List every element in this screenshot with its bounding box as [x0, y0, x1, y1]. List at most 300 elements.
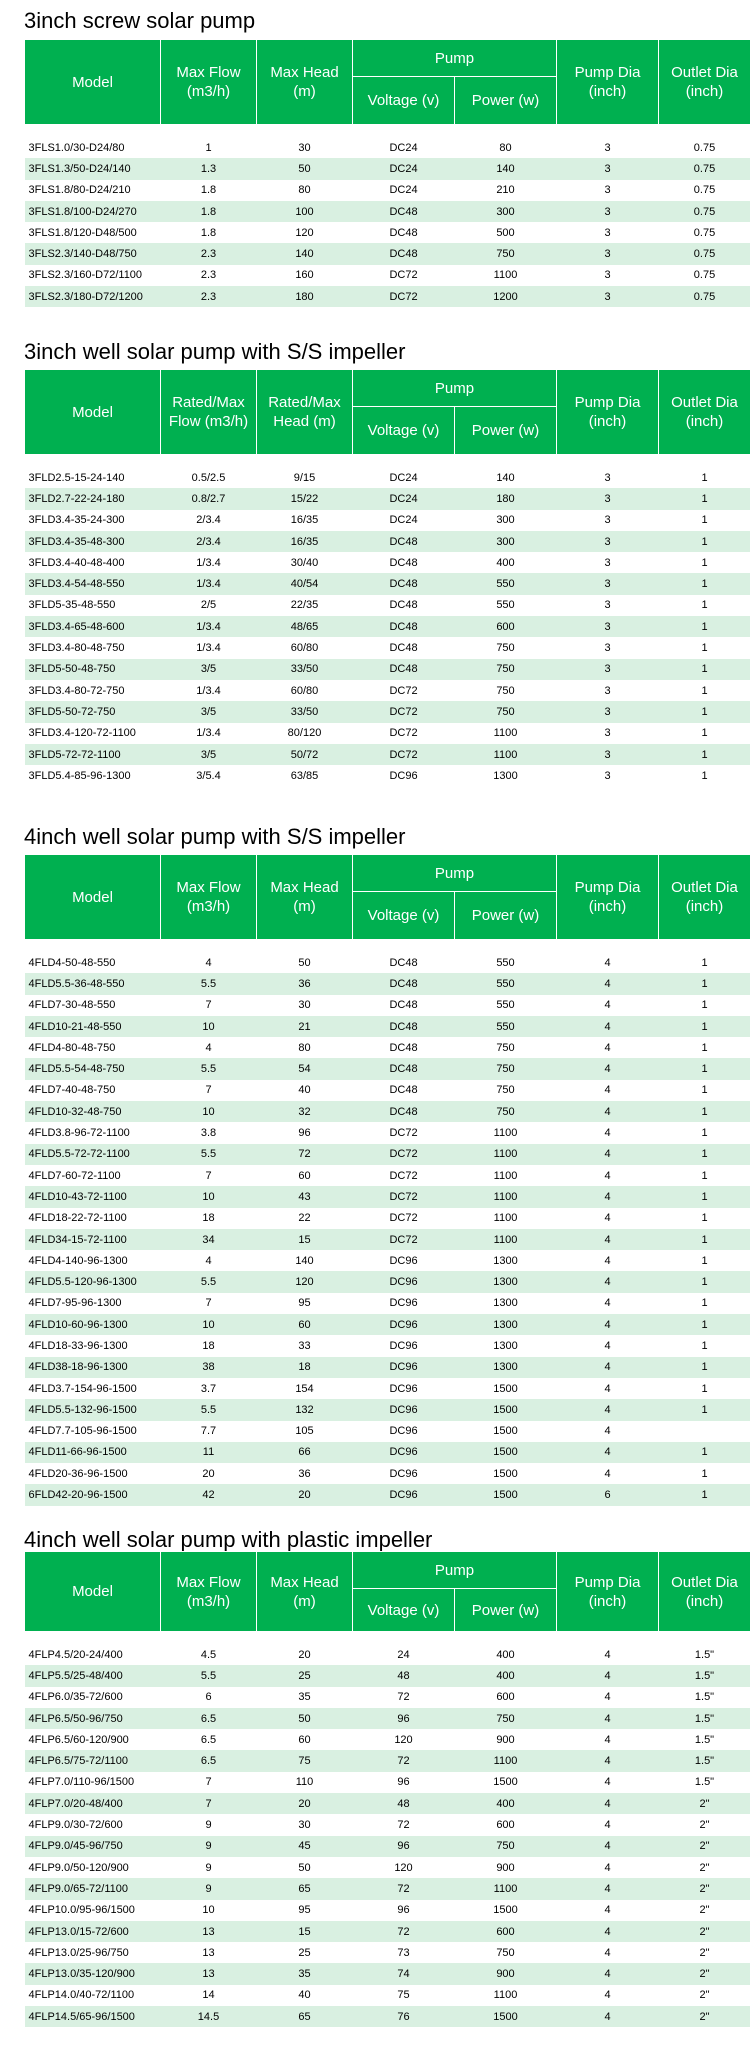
cell-head: 65: [257, 1878, 353, 1899]
cell-pump-dia: 4: [557, 1271, 659, 1292]
cell-head: 105: [257, 1421, 353, 1442]
section-title: 4inch well solar pump with plastic impeller: [24, 1527, 433, 1552]
cell-power: 750: [455, 701, 557, 722]
table-row: [25, 1080, 750, 1101]
spacer-cell: [25, 1632, 750, 1645]
cell-model: 4FLP10.0/95-96/1500: [25, 1900, 161, 1921]
cell-voltage: 72: [353, 1878, 455, 1899]
cell-flow: 10: [161, 1186, 257, 1207]
cell-power: 600: [455, 616, 557, 637]
cell-model: 3FLD3.4-35-48-300: [25, 531, 161, 552]
header-outlet-dia: Outlet Dia (inch): [659, 855, 750, 940]
table-row: [25, 1665, 750, 1686]
cell-pump-dia: 3: [557, 137, 659, 158]
table-row: [25, 1144, 750, 1165]
table-row: [25, 552, 750, 573]
cell-head: 35: [257, 1687, 353, 1708]
cell-head: 16/35: [257, 510, 353, 531]
cell-model: 3FLD3.4-80-72-750: [25, 680, 161, 701]
cell-flow: 9: [161, 1836, 257, 1857]
cell-voltage: 72: [353, 1750, 455, 1771]
cell-head: 20: [257, 1484, 353, 1505]
table-row: [25, 995, 750, 1016]
cell-head: 54: [257, 1058, 353, 1079]
cell-model: 3FLS1.8/100-D24/270: [25, 201, 161, 222]
cell-model: 4FLP6.5/50-96/750: [25, 1708, 161, 1729]
cell-flow: 1/3.4: [161, 552, 257, 573]
cell-power: 300: [455, 531, 557, 552]
cell-outlet-dia: 1: [659, 723, 750, 744]
cell-voltage: DC72: [353, 286, 455, 307]
table-row: [25, 1836, 750, 1857]
table-row: [25, 1421, 750, 1442]
cell-voltage: DC48: [353, 1080, 455, 1101]
cell-voltage: DC48: [353, 531, 455, 552]
cell-outlet-dia: 1: [659, 637, 750, 658]
cell-head: 96: [257, 1122, 353, 1143]
header-pump-dia: Pump Dia (inch): [557, 370, 659, 455]
cell-flow: 4: [161, 1250, 257, 1271]
cell-voltage: 48: [353, 1793, 455, 1814]
cell-pump-dia: 4: [557, 1708, 659, 1729]
cell-outlet-dia: 1: [659, 995, 750, 1016]
cell-model: 4FLD5.5-120-96-1300: [25, 1271, 161, 1292]
cell-head: 50: [257, 158, 353, 179]
spacer-row: [25, 125, 750, 138]
cell-flow: 13: [161, 1942, 257, 1963]
cell-model: 4FLD4-140-96-1300: [25, 1250, 161, 1271]
cell-head: 21: [257, 1016, 353, 1037]
cell-pump-dia: 3: [557, 243, 659, 264]
cell-outlet-dia: 2": [659, 1963, 750, 1984]
cell-flow: 4: [161, 1037, 257, 1058]
cell-head: 60: [257, 1729, 353, 1750]
cell-power: 1500: [455, 1772, 557, 1793]
cell-outlet-dia: 1: [659, 744, 750, 765]
cell-power: 1100: [455, 1229, 557, 1250]
cell-flow: 6: [161, 1687, 257, 1708]
cell-outlet-dia: 1: [659, 488, 750, 509]
cell-flow: 18: [161, 1208, 257, 1229]
cell-pump-dia: 4: [557, 1122, 659, 1143]
cell-model: 3FLS1.3/50-D24/140: [25, 158, 161, 179]
cell-flow: 11: [161, 1442, 257, 1463]
header-power: Power (w): [455, 892, 557, 940]
cell-power: 1500: [455, 1378, 557, 1399]
cell-model: 4FLP6.5/75-72/1100: [25, 1750, 161, 1771]
header-flow: Max Flow (m3/h): [161, 855, 257, 940]
header-power: Power (w): [455, 1589, 557, 1632]
cell-head: 100: [257, 201, 353, 222]
cell-power: 750: [455, 637, 557, 658]
cell-model: 4FLD5.5-72-72-1100: [25, 1144, 161, 1165]
cell-pump-dia: 4: [557, 2006, 659, 2027]
cell-voltage: DC48: [353, 973, 455, 994]
cell-model: 3FLD3.4-54-48-550: [25, 573, 161, 594]
cell-model: 4FLP7.0/110-96/1500: [25, 1772, 161, 1793]
table-row: [25, 1357, 750, 1378]
cell-head: 40: [257, 1985, 353, 2006]
cell-pump-dia: 4: [557, 1814, 659, 1835]
cell-pump-dia: 4: [557, 1772, 659, 1793]
table-row: [25, 1963, 750, 1984]
cell-outlet-dia: 1: [659, 973, 750, 994]
table-row: [25, 1399, 750, 1420]
cell-outlet-dia: 1: [659, 1399, 750, 1420]
cell-model: 4FLD34-15-72-1100: [25, 1229, 161, 1250]
table-row: [25, 222, 750, 243]
cell-voltage: DC96: [353, 1314, 455, 1335]
cell-power: 400: [455, 1793, 557, 1814]
cell-outlet-dia: 1: [659, 1250, 750, 1271]
cell-model: 3FLD3.4-40-48-400: [25, 552, 161, 573]
cell-model: 4FLP9.0/30-72/600: [25, 1814, 161, 1835]
cell-head: 45: [257, 1836, 353, 1857]
spec-table: [24, 854, 750, 1506]
cell-power: 210: [455, 180, 557, 201]
cell-voltage: 120: [353, 1857, 455, 1878]
cell-outlet-dia: 1: [659, 1271, 750, 1292]
table-row: [25, 531, 750, 552]
header-pump-group: Pump: [353, 1552, 557, 1589]
header-pump-group: Pump: [353, 40, 557, 77]
cell-outlet-dia: 2": [659, 1942, 750, 1963]
cell-head: 95: [257, 1293, 353, 1314]
cell-voltage: DC72: [353, 1122, 455, 1143]
cell-outlet-dia: [659, 1421, 750, 1442]
cell-pump-dia: 4: [557, 1442, 659, 1463]
cell-head: 32: [257, 1101, 353, 1122]
header-head: Max Head (m): [257, 40, 353, 125]
cell-flow: 3/5: [161, 659, 257, 680]
cell-pump-dia: 4: [557, 1900, 659, 1921]
cell-flow: 10: [161, 1900, 257, 1921]
table-row: [25, 1900, 750, 1921]
table-row: [25, 1442, 750, 1463]
cell-flow: 1/3.4: [161, 723, 257, 744]
cell-power: 750: [455, 1037, 557, 1058]
table-row: [25, 1186, 750, 1207]
cell-voltage: DC48: [353, 573, 455, 594]
cell-flow: 14.5: [161, 2006, 257, 2027]
cell-pump-dia: 4: [557, 1058, 659, 1079]
cell-model: 3FLS1.8/80-D24/210: [25, 180, 161, 201]
section-4inch-well-plastic: [0, 1527, 750, 2047]
cell-outlet-dia: 1: [659, 1165, 750, 1186]
cell-voltage: DC48: [353, 995, 455, 1016]
cell-flow: 1.8: [161, 180, 257, 201]
cell-power: 750: [455, 680, 557, 701]
cell-flow: 7: [161, 1293, 257, 1314]
cell-outlet-dia: 1: [659, 952, 750, 973]
cell-pump-dia: 6: [557, 1484, 659, 1505]
cell-voltage: DC48: [353, 595, 455, 616]
header-pump-dia: Pump Dia (inch): [557, 855, 659, 940]
cell-pump-dia: 3: [557, 573, 659, 594]
cell-voltage: 72: [353, 1687, 455, 1708]
cell-power: 550: [455, 595, 557, 616]
cell-model: 4FLD5.5-54-48-750: [25, 1058, 161, 1079]
table-row: [25, 2006, 750, 2027]
cell-model: 4FLD4-80-48-750: [25, 1037, 161, 1058]
header-power: Power (w): [455, 407, 557, 455]
cell-pump-dia: 3: [557, 265, 659, 286]
cell-outlet-dia: 2": [659, 1878, 750, 1899]
table-row: [25, 1921, 750, 1942]
cell-model: 3FLS2.3/180-D72/1200: [25, 286, 161, 307]
cell-pump-dia: 3: [557, 723, 659, 744]
cell-model: 4FLD18-33-96-1300: [25, 1335, 161, 1356]
cell-voltage: DC72: [353, 680, 455, 701]
cell-flow: 5.5: [161, 1665, 257, 1686]
cell-voltage: 96: [353, 1836, 455, 1857]
table-row: [25, 180, 750, 201]
cell-head: 154: [257, 1378, 353, 1399]
cell-head: 120: [257, 1271, 353, 1292]
header-pump-group: Pump: [353, 370, 557, 407]
cell-power: 1100: [455, 265, 557, 286]
cell-flow: 34: [161, 1229, 257, 1250]
cell-model: 4FLP9.0/50-120/900: [25, 1857, 161, 1878]
cell-outlet-dia: 1: [659, 1335, 750, 1356]
cell-model: 3FLD3.4-120-72-1100: [25, 723, 161, 744]
cell-head: 60: [257, 1165, 353, 1186]
cell-pump-dia: 4: [557, 952, 659, 973]
table-row: [25, 1814, 750, 1835]
table-row: [25, 573, 750, 594]
cell-pump-dia: 3: [557, 680, 659, 701]
cell-voltage: DC72: [353, 265, 455, 286]
cell-outlet-dia: 1: [659, 1484, 750, 1505]
section-title: 3inch screw solar pump: [24, 8, 256, 33]
cell-flow: 2/3.4: [161, 510, 257, 531]
cell-outlet-dia: 2": [659, 1921, 750, 1942]
cell-pump-dia: 4: [557, 1857, 659, 1878]
cell-voltage: DC48: [353, 552, 455, 573]
cell-outlet-dia: 1.5": [659, 1750, 750, 1771]
cell-voltage: DC96: [353, 1484, 455, 1505]
cell-head: 30: [257, 1814, 353, 1835]
cell-outlet-dia: 1: [659, 1186, 750, 1207]
cell-outlet-dia: 0.75: [659, 243, 750, 264]
cell-power: 1100: [455, 1985, 557, 2006]
cell-outlet-dia: 1: [659, 1314, 750, 1335]
cell-pump-dia: 3: [557, 616, 659, 637]
cell-outlet-dia: 2": [659, 1900, 750, 1921]
cell-voltage: DC96: [353, 1463, 455, 1484]
cell-flow: 4: [161, 952, 257, 973]
cell-head: 50: [257, 1708, 353, 1729]
cell-pump-dia: 4: [557, 1165, 659, 1186]
cell-pump-dia: 3: [557, 222, 659, 243]
cell-power: 550: [455, 952, 557, 973]
cell-voltage: DC24: [353, 510, 455, 531]
table-row: [25, 1378, 750, 1399]
cell-outlet-dia: 1: [659, 1463, 750, 1484]
cell-flow: 3.8: [161, 1122, 257, 1143]
cell-power: 140: [455, 467, 557, 488]
cell-flow: 10: [161, 1101, 257, 1122]
cell-outlet-dia: 2": [659, 1857, 750, 1878]
cell-head: 20: [257, 1793, 353, 1814]
cell-flow: 1: [161, 137, 257, 158]
cell-outlet-dia: 0.75: [659, 201, 750, 222]
cell-head: 30: [257, 995, 353, 1016]
table-row: [25, 1985, 750, 2006]
spacer-row: [25, 1632, 750, 1645]
cell-pump-dia: 4: [557, 1942, 659, 1963]
cell-model: 3FLD5-35-48-550: [25, 595, 161, 616]
cell-outlet-dia: 1: [659, 573, 750, 594]
cell-model: 4FLD18-22-72-1100: [25, 1208, 161, 1229]
spacer-row: [25, 940, 750, 953]
cell-power: 550: [455, 573, 557, 594]
cell-voltage: 73: [353, 1942, 455, 1963]
cell-head: 180: [257, 286, 353, 307]
cell-voltage: 24: [353, 1644, 455, 1665]
table-row: [25, 488, 750, 509]
spacer-row: [25, 455, 750, 468]
cell-head: 33: [257, 1335, 353, 1356]
spec-table: [24, 369, 750, 786]
cell-voltage: DC24: [353, 488, 455, 509]
table-row: [25, 243, 750, 264]
cell-flow: 1.8: [161, 201, 257, 222]
cell-model: 4FLP14.5/65-96/1500: [25, 2006, 161, 2027]
cell-head: 18: [257, 1357, 353, 1378]
cell-power: 1300: [455, 1250, 557, 1271]
cell-pump-dia: 4: [557, 1921, 659, 1942]
table-row: [25, 637, 750, 658]
cell-voltage: 72: [353, 1921, 455, 1942]
header-head: Max Head (m): [257, 855, 353, 940]
cell-model: 4FLD3.8-96-72-1100: [25, 1122, 161, 1143]
cell-flow: 2/3.4: [161, 531, 257, 552]
cell-flow: 7.7: [161, 1421, 257, 1442]
cell-power: 1300: [455, 765, 557, 786]
cell-head: 140: [257, 1250, 353, 1271]
cell-pump-dia: 4: [557, 1293, 659, 1314]
cell-head: 22/35: [257, 595, 353, 616]
cell-voltage: DC72: [353, 1186, 455, 1207]
cell-head: 22: [257, 1208, 353, 1229]
header-flow: Max Flow (m3/h): [161, 40, 257, 125]
header-outlet-dia: Outlet Dia (inch): [659, 40, 750, 125]
cell-flow: 1/3.4: [161, 637, 257, 658]
table-row: [25, 1314, 750, 1335]
spec-table: [24, 1551, 750, 2027]
cell-model: 4FLD7-30-48-550: [25, 995, 161, 1016]
cell-voltage: DC48: [353, 637, 455, 658]
cell-voltage: DC96: [353, 1271, 455, 1292]
cell-power: 1500: [455, 1463, 557, 1484]
cell-outlet-dia: 1: [659, 1016, 750, 1037]
table-row: [25, 1750, 750, 1771]
cell-head: 50: [257, 1857, 353, 1878]
cell-voltage: DC96: [353, 1357, 455, 1378]
cell-outlet-dia: 1: [659, 510, 750, 531]
table-row: [25, 952, 750, 973]
cell-flow: 1/3.4: [161, 616, 257, 637]
cell-outlet-dia: 1.5": [659, 1687, 750, 1708]
cell-outlet-dia: 1.5": [659, 1665, 750, 1686]
cell-outlet-dia: 1: [659, 1080, 750, 1101]
cell-pump-dia: 4: [557, 1101, 659, 1122]
cell-voltage: 75: [353, 1985, 455, 2006]
table-row: [25, 659, 750, 680]
cell-voltage: DC48: [353, 952, 455, 973]
cell-flow: 2/5: [161, 595, 257, 616]
cell-outlet-dia: 1: [659, 1101, 750, 1122]
cell-power: 1300: [455, 1357, 557, 1378]
cell-power: 1300: [455, 1271, 557, 1292]
cell-pump-dia: 4: [557, 1357, 659, 1378]
cell-power: 400: [455, 552, 557, 573]
cell-pump-dia: 4: [557, 1687, 659, 1708]
cell-power: 750: [455, 1708, 557, 1729]
cell-power: 600: [455, 1687, 557, 1708]
cell-model: 4FLD10-32-48-750: [25, 1101, 161, 1122]
table-row: [25, 1250, 750, 1271]
table-row: [25, 1122, 750, 1143]
spacer-cell: [25, 455, 750, 468]
header-head: Rated/Max Head (m): [257, 370, 353, 455]
table-row: [25, 723, 750, 744]
cell-power: 750: [455, 1080, 557, 1101]
cell-head: 65: [257, 2006, 353, 2027]
header-voltage: Voltage (v): [353, 77, 455, 125]
cell-flow: 6.5: [161, 1729, 257, 1750]
cell-pump-dia: 4: [557, 1335, 659, 1356]
cell-pump-dia: 3: [557, 531, 659, 552]
cell-power: 750: [455, 1836, 557, 1857]
cell-power: 900: [455, 1963, 557, 1984]
cell-flow: 3/5.4: [161, 765, 257, 786]
cell-voltage: DC96: [353, 1250, 455, 1271]
cell-pump-dia: 4: [557, 995, 659, 1016]
cell-outlet-dia: 1: [659, 531, 750, 552]
cell-model: 4FLD20-36-96-1500: [25, 1463, 161, 1484]
cell-voltage: DC72: [353, 701, 455, 722]
cell-model: 4FLP6.5/60-120/900: [25, 1729, 161, 1750]
cell-voltage: DC48: [353, 659, 455, 680]
cell-pump-dia: 4: [557, 1016, 659, 1037]
cell-outlet-dia: 2": [659, 1836, 750, 1857]
cell-pump-dia: 3: [557, 180, 659, 201]
cell-power: 1100: [455, 1878, 557, 1899]
cell-model: 4FLP9.0/65-72/1100: [25, 1878, 161, 1899]
table-row: [25, 1729, 750, 1750]
cell-outlet-dia: 1: [659, 659, 750, 680]
header-pump-dia: Pump Dia (inch): [557, 1552, 659, 1632]
cell-model: 4FLD4-50-48-550: [25, 952, 161, 973]
cell-voltage: DC96: [353, 765, 455, 786]
cell-outlet-dia: 1: [659, 616, 750, 637]
cell-pump-dia: 4: [557, 1314, 659, 1335]
cell-flow: 5.5: [161, 1399, 257, 1420]
cell-pump-dia: 4: [557, 1793, 659, 1814]
cell-flow: 1/3.4: [161, 573, 257, 594]
cell-voltage: DC48: [353, 243, 455, 264]
cell-pump-dia: 4: [557, 1836, 659, 1857]
spacer-cell: [25, 125, 750, 138]
table-row: [25, 1271, 750, 1292]
cell-outlet-dia: 1: [659, 1037, 750, 1058]
cell-model: 3FLS2.3/140-D48/750: [25, 243, 161, 264]
cell-outlet-dia: 1: [659, 467, 750, 488]
section-3inch-screw: [0, 8, 750, 316]
cell-head: 60/80: [257, 680, 353, 701]
